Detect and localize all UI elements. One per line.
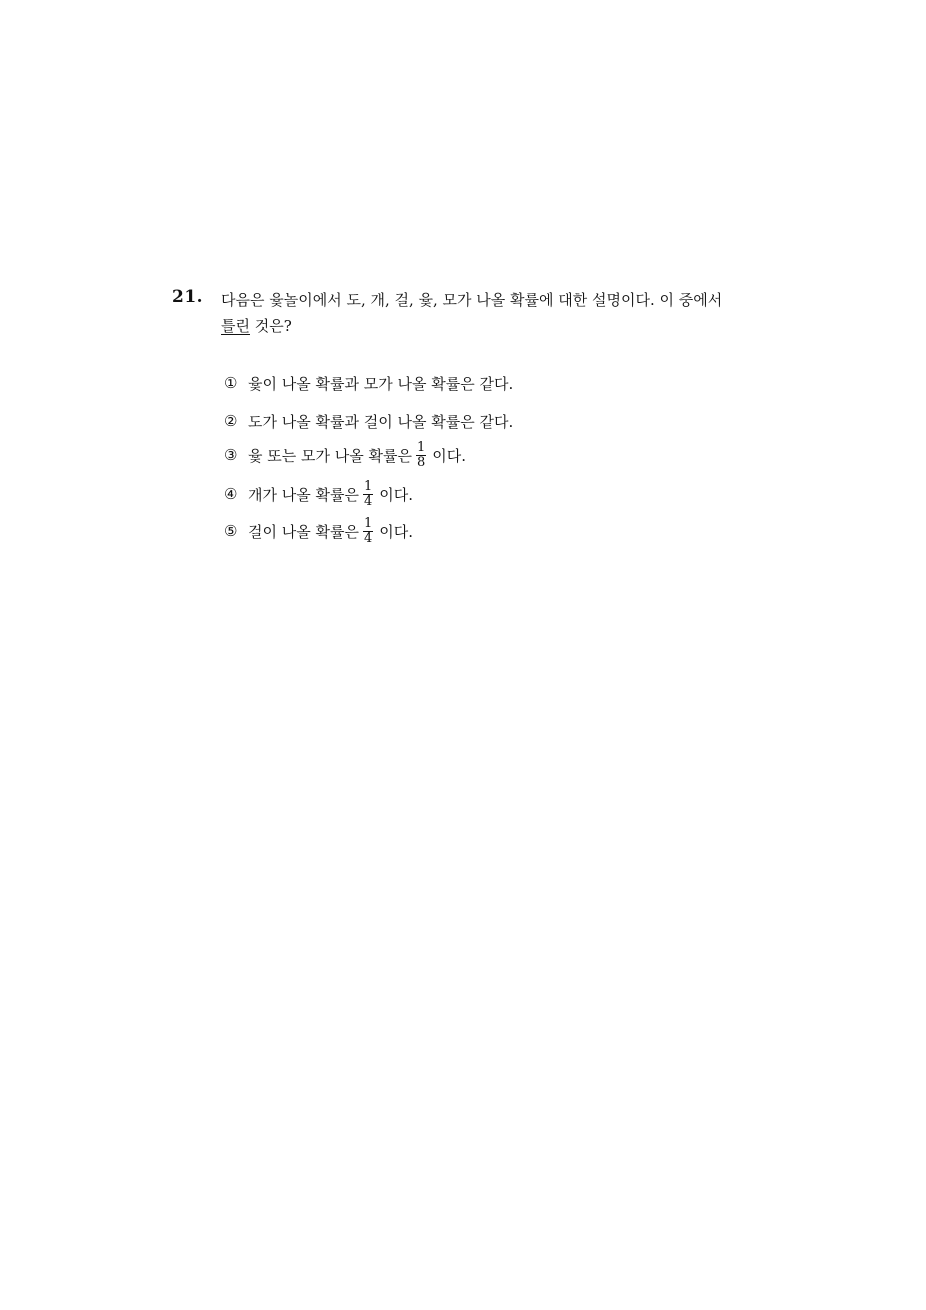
question-stem-line-2 [221, 313, 761, 339]
choice-5-fraction-denominator: 4 [363, 530, 373, 546]
choice-4[interactable] [224, 478, 413, 510]
choice-1-marker: ① [224, 374, 238, 392]
question-stem [221, 287, 761, 339]
choice-3-fraction-numerator: 1 [416, 439, 426, 455]
choice-3-marker: ③ [224, 446, 238, 464]
choice-4-marker: ④ [224, 485, 238, 503]
choice-5-fraction [363, 517, 373, 546]
question-stem-line-1: 다음은 윷놀이에서 도, 개, 걸, 윷, 모가 나올 확률에 대한 설명이다. 이 중에서 [221, 291, 723, 309]
choice-5[interactable] [224, 515, 413, 547]
choice-5-text-after: 이다. [379, 522, 413, 541]
choice-5-marker: ⑤ [224, 522, 238, 540]
choice-4-text-after: 이다. [379, 485, 413, 504]
choice-4-fraction [363, 480, 373, 509]
choice-3-fraction-denominator: 8 [416, 454, 426, 470]
choice-1[interactable] [224, 367, 513, 399]
question-number: 21. [172, 287, 204, 307]
choice-2-text: 도가 나올 확률과 걸이 나올 확률은 같다. [248, 412, 514, 431]
question-stem-line-2-rest: 것은? [249, 317, 292, 335]
choice-2-marker: ② [224, 412, 238, 430]
choice-2[interactable] [224, 405, 513, 437]
choice-5-text-before: 걸이 나올 확률은 [248, 522, 359, 541]
choice-4-fraction-denominator: 4 [363, 493, 373, 509]
choice-3-text-before: 윷 또는 모가 나올 확률은 [248, 446, 412, 465]
choice-3[interactable] [224, 439, 466, 471]
choice-3-fraction [416, 441, 426, 470]
choice-5-fraction-numerator: 1 [363, 515, 373, 531]
underlined-keyword: 틀린 [221, 317, 250, 335]
choice-4-fraction-numerator: 1 [363, 478, 373, 494]
choice-1-text: 윷이 나올 확률과 모가 나올 확률은 같다. [248, 374, 514, 393]
choice-4-text-before: 개가 나올 확률은 [248, 485, 359, 504]
choice-3-text-after: 이다. [432, 446, 467, 465]
